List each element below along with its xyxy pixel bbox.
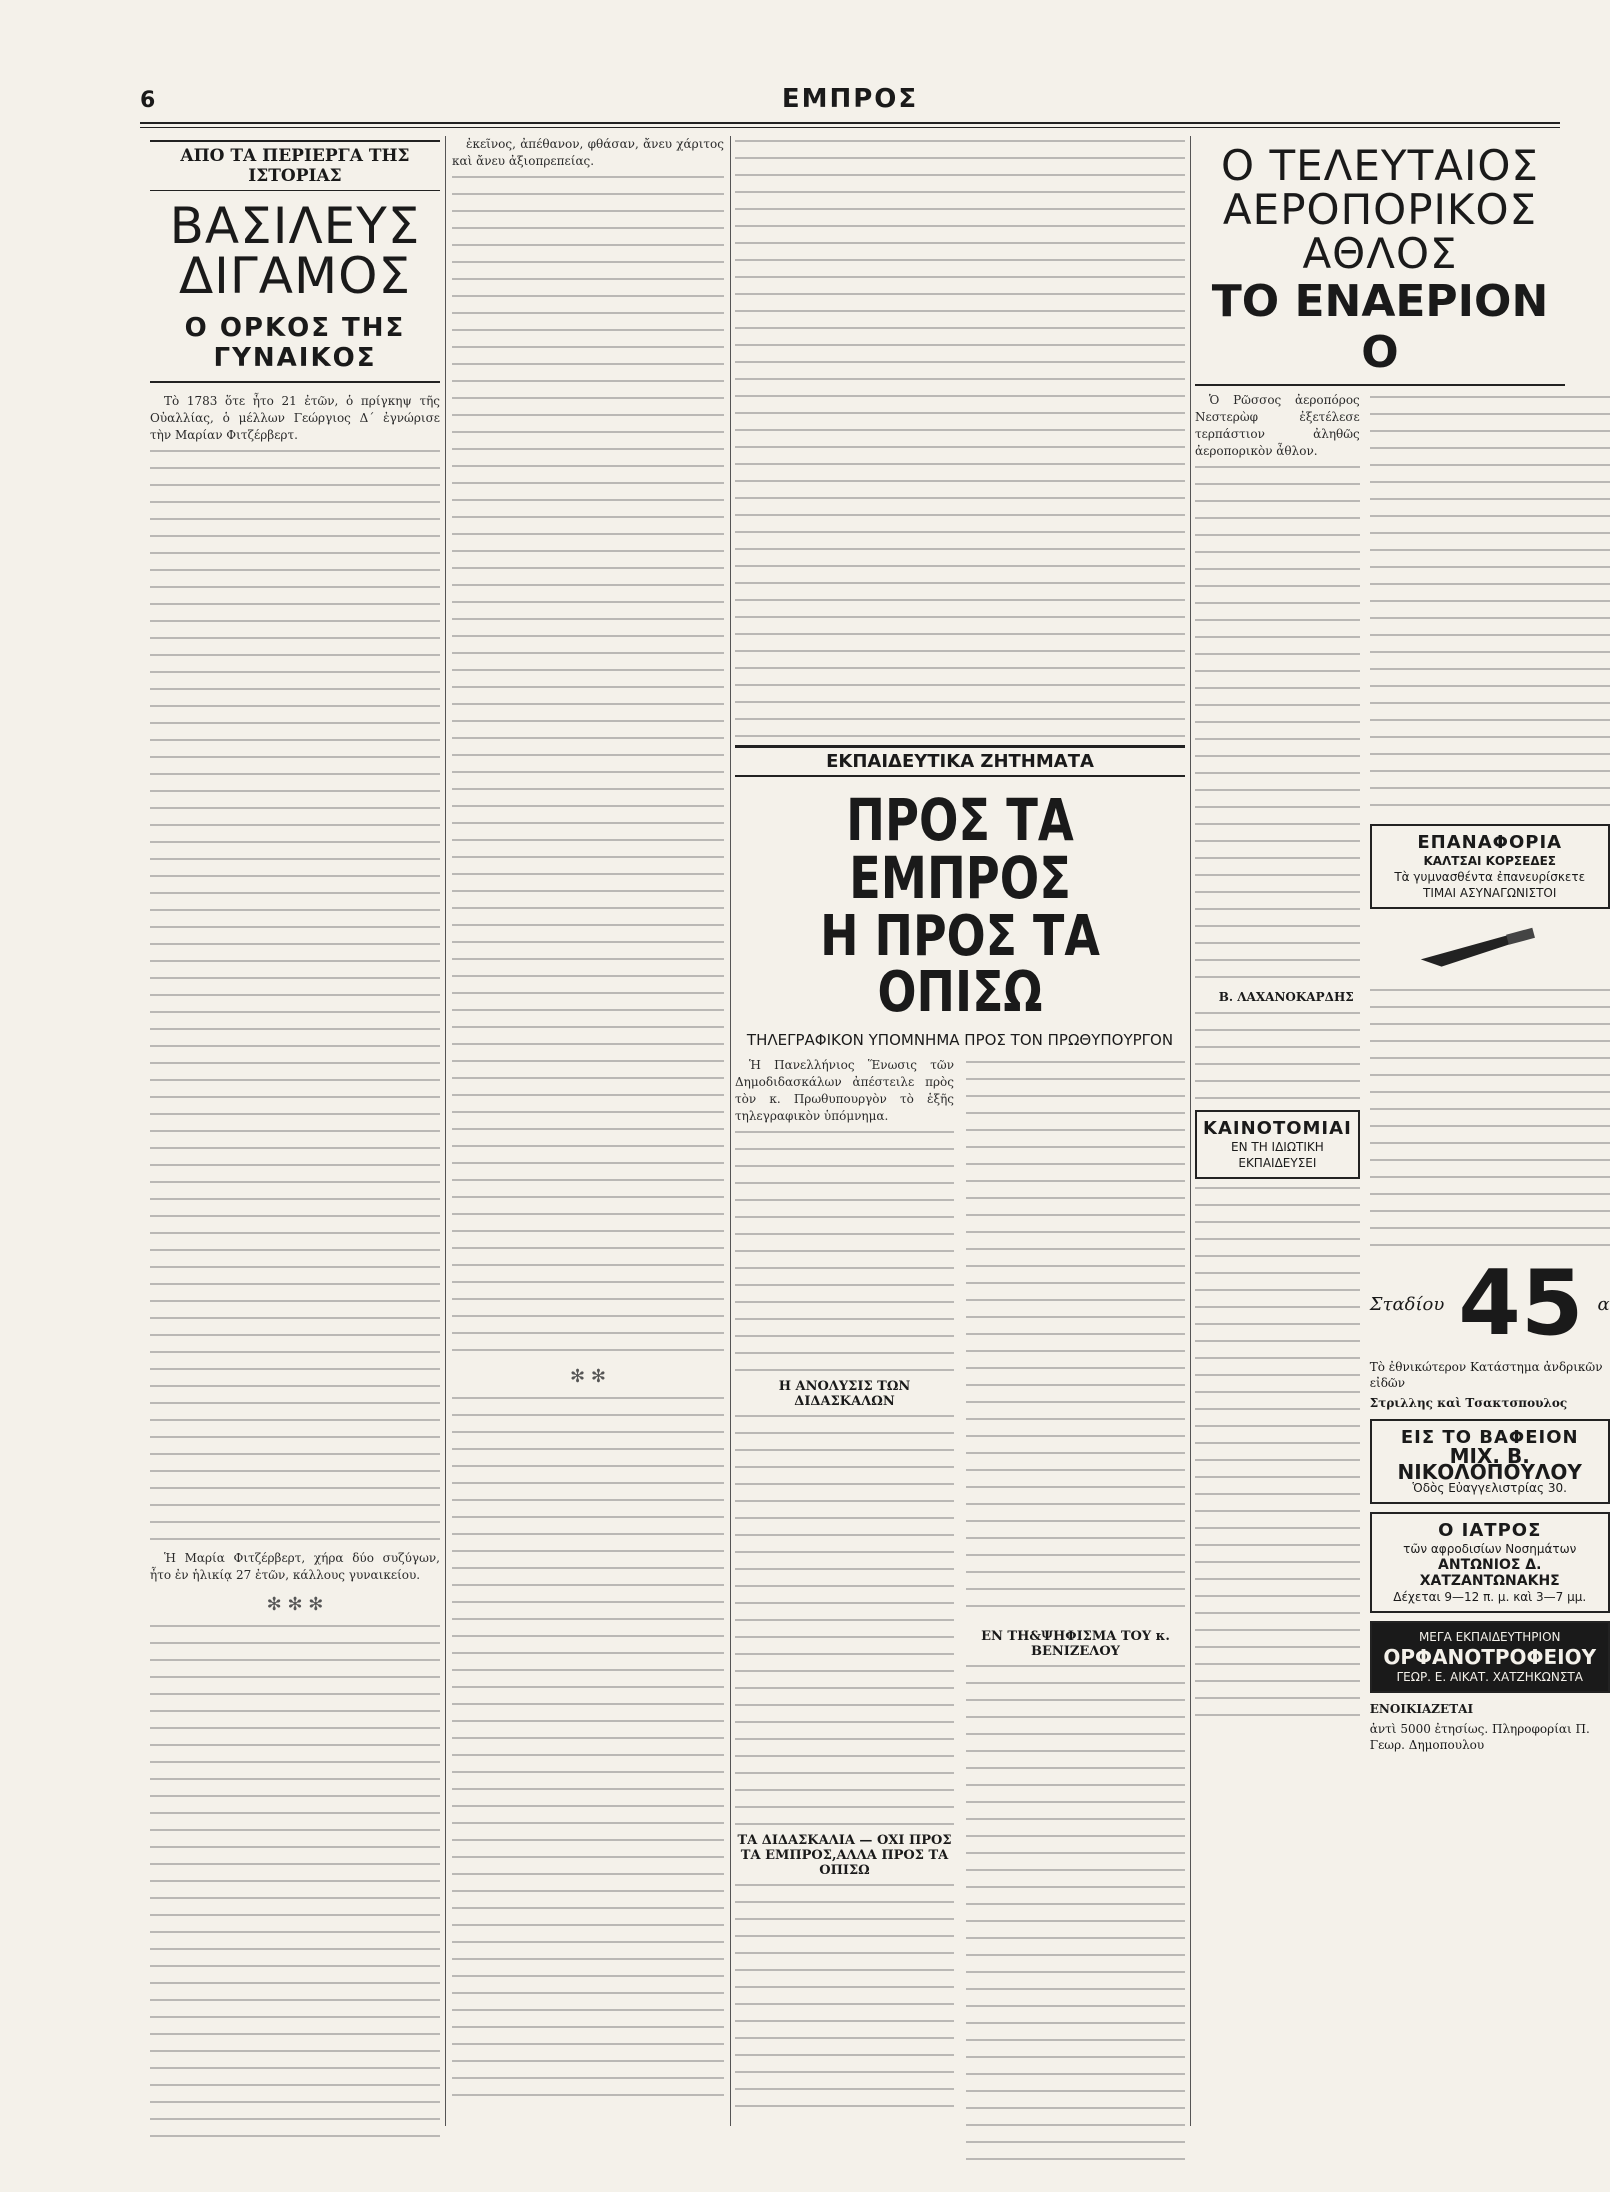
article-body-text — [1195, 1012, 1360, 1102]
ad-name: ΜΙΧ. Β. ΝΙΚΟΛΟΠΟΥΛΟΥ — [1397, 1444, 1582, 1485]
article-body-text — [1195, 466, 1360, 986]
article-body-text — [735, 1415, 954, 1825]
ad-title: ΕΝΟΙΚΙΑΖΕΤΑΙ — [1369, 1702, 1474, 1717]
article-column-4 — [1195, 136, 1610, 2126]
ad-doctor — [1370, 1512, 1610, 1613]
ad-stadiou — [1369, 1251, 1610, 1357]
article-subhead: Ο ΟΡΚΟΣ ΤΗΣ ΓΥΝΑΙΚΟΣ — [150, 313, 440, 383]
ad-number: 45 — [1458, 1251, 1584, 1357]
column-divider — [445, 136, 446, 2126]
aviation-headline: Ο ΤΕΛΕΥΤΑΙΟΣ ΑΕΡΟΠΟΡΙΚΟΣ ΑΘΛΟΣ — [1221, 141, 1539, 279]
page-header — [140, 84, 1560, 118]
ad-word: Σταδίου — [1369, 1293, 1445, 1315]
ad-line: Τὰ γυμνασθέντα ἐπανευρίσκετε — [1394, 870, 1586, 885]
article-body-text — [966, 1061, 1185, 1621]
ad-title: ΕΠΑΝΑΦΟΡΙΑ — [1417, 832, 1563, 854]
article-body-text — [452, 176, 724, 1356]
article-body-text — [150, 1625, 440, 2145]
education-title-2: Η ΠΡΟΣ ΤΑ ΟΠΙΣΩ — [820, 904, 1100, 1025]
ad-line: Τὸ ἐθνικώτερον Κατάστημα ἀνδρικῶν εἰδῶν — [1369, 1360, 1603, 1391]
education-kicker: ΕΚΠΑΙΔΕΥΤΙΚΑ ΖΗΤΗΜΑΤΑ — [735, 745, 1185, 777]
article-body-text — [1370, 989, 1610, 1249]
section-heading: ΕΝ ΤΗ&ΨΗΦΙΣΜΑ ΤΟΥ κ. ΒΕΝΙΖΕΛΟΥ — [981, 1629, 1170, 1659]
article-body-text — [735, 140, 1185, 740]
aviation-column-left — [1195, 392, 1360, 1757]
education-column-right — [966, 1057, 1185, 2165]
article-headline: ΒΑΣΙΛΕΥΣ ΔΙΓΑΜΟΣ — [169, 197, 421, 305]
ad-line: ΤΙΜΑΙ ΑΣΥΝΑΓΩΝΙΣΤΟΙ — [1423, 886, 1557, 901]
ornament-divider: ✻ ✻ — [570, 1366, 606, 1387]
article-paragraph: ἐκεῖνος, ἀπέθανον, φθάσαν, ἄνευ χάριτος καὶ ἄνευ ἀξιοπρεπείας. — [452, 137, 724, 168]
section-heading: ΤΑ ΔΙΔΑΣΚΑΛΙΑ — ΟΧΙ ΠΡΟΣ ΤΑ ΕΜΠΡΟΣ,ΑΛΛΑ ΠΡΟΣ ΤΑ ΟΠΙΣΩ — [737, 1833, 952, 1878]
ad-title: ΚΑΙΝΟΤΟΜΙΑΙ — [1203, 1118, 1352, 1140]
ad-subtitle: τῶν αφροδισίων Νοσημάτων — [1403, 1542, 1577, 1557]
ad-suffix: α — [1597, 1293, 1610, 1315]
ad-title: ΜΕΓΑ ΕΚΠΑΙΔΕΥΤΗΡΙΟΝ — [1418, 1630, 1561, 1645]
ad-name: ΑΝΤΩΝΙΟΣ Δ. ΧΑΤΖΑΝΤΩΝΑΚΗΣ — [1419, 1557, 1560, 1590]
education-columns — [735, 1057, 1185, 2165]
aviation-columns — [1195, 392, 1610, 1757]
ad-title: ΕΙΣ ΤΟ ΒΑΦΕΙΟΝ — [1400, 1427, 1579, 1449]
article-column-3-top — [735, 136, 1185, 746]
column-divider — [1190, 136, 1191, 2126]
ad-address: Ὁδὸς Εὐαγγελιστρίας 30. — [1412, 1481, 1567, 1496]
ad-name: ΟΡΦΑΝΟΤΡΟΦΕΙΟΥ — [1383, 1645, 1597, 1670]
article-body-text — [735, 1131, 954, 1371]
article-paragraph: Ἡ Πανελλήνιος Ἕνωσις τῶν Δημοδιδασκάλων ἀπέστειλε πρὸς τὸν κ. Πρωθυπουργὸν τὸ ἑξῆς τηλεγραφικὸν ὑπόμνημα. — [735, 1058, 954, 1123]
ad-title: Ο ΙΑΤΡΟΣ — [1438, 1520, 1542, 1542]
article-kicker: ΑΠΟ ΤΑ ΠΕΡΙΕΡΓΑ ΤΗΣ ΙΣΤΟΡΙΑΣ — [150, 140, 440, 191]
ad-orphanage — [1370, 1621, 1610, 1693]
article-column-2 — [452, 136, 724, 2126]
header-rule — [140, 122, 1560, 124]
education-article — [735, 745, 1185, 2165]
page-number: 6 — [140, 88, 156, 113]
razor-illustration — [1370, 923, 1586, 975]
article-paragraph: Ὁ Ρῶσσος ἀεροπόρος Νεστερὼφ ἐξετέλεσε τερπάστιον ἀληθῶς ἀεροπορικὸν ἆθλον. — [1195, 393, 1360, 459]
aviation-subhead: ΤΟ ΕΝΑΕΡΙΟΝ Ο — [1195, 276, 1565, 386]
ad-line: ἀντὶ 5000 ἐτησίως. Πληροφορίαι Π. Γεωρ. Δημοπουλου — [1369, 1722, 1590, 1753]
education-subtitle: ΤΗΛΕΓΡΑΦΙΚΟΝ ΥΠΟΜΝΗΜΑ ΠΡΟΣ ΤΟΝ ΠΡΩΘΥΠΟΥΡΓΟΝ — [746, 1031, 1174, 1049]
column-divider — [730, 136, 731, 2126]
ad-subtitle: ΕΝ ΤΗ ΙΔΙΩΤΙΚΗ ΕΚΠΑΙΔΕΥΣΕΙ — [1231, 1140, 1324, 1171]
ornament-divider: ✻ ✻ ✻ — [266, 1594, 324, 1615]
ad-line: Στριλλης καὶ Τσακτσπουλος — [1369, 1396, 1568, 1411]
education-column-left — [735, 1057, 954, 2165]
signature: Β. ΛΑΧΑΝΟΚΑΡΔΗΣ — [1218, 990, 1354, 1005]
article-body-text — [735, 1884, 954, 2114]
masthead-title: ΕΜΠΡΟΣ — [781, 84, 919, 114]
education-title-1: ΠΡΟΣ ΤΑ ΕΜΠΡΟΣ — [846, 786, 1074, 912]
article-body-text — [1195, 1187, 1360, 1727]
header-rule-thin — [140, 127, 1560, 128]
ad-dyer — [1370, 1419, 1610, 1504]
article-column-1 — [150, 136, 440, 2126]
aviation-column-right — [1370, 392, 1610, 1757]
ad-innovations — [1195, 1110, 1360, 1179]
ad-subtitle: ΚΑΛΤΣΑΙ ΚΟΡΣΕΔΕΣ — [1423, 854, 1556, 869]
ad-corsets — [1370, 824, 1610, 909]
article-paragraph: Τὸ 1783 ὅτε ἦτο 21 ἐτῶν, ὁ πρίγκηψ τῆς Οὐαλλίας, ὁ μέλλων Γεώργιος Δ΄ ἐγνώρισε τὴν Μαρίαν Φιτζέρβερτ. — [150, 394, 440, 442]
article-body-text — [452, 1397, 724, 2097]
article-body-text — [150, 450, 440, 1550]
article-body-text — [1370, 396, 1610, 816]
section-heading: Η ΑΝΟΛΥΣΙΣ ΤΩΝ ΔΙΔΑΣΚΑΛΩΝ — [778, 1379, 911, 1409]
article-paragraph: Ἡ Μαρία Φιτζέρβερτ, χήρα δύο συζύγων, ἦτο ἐν ἡλικίᾳ 27 ἐτῶν, κάλλους γυναικείου. — [150, 1551, 440, 1582]
ad-hours: Δέχεται 9—12 π. μ. καὶ 3—7 μμ. — [1393, 1590, 1587, 1605]
article-body-text — [966, 1665, 1185, 2165]
ad-subtitle: ΓΕΩΡ. Ε. ΑΙΚΑΤ. ΧΑΤΖΗΚΩΝΣΤΑ — [1396, 1670, 1583, 1685]
